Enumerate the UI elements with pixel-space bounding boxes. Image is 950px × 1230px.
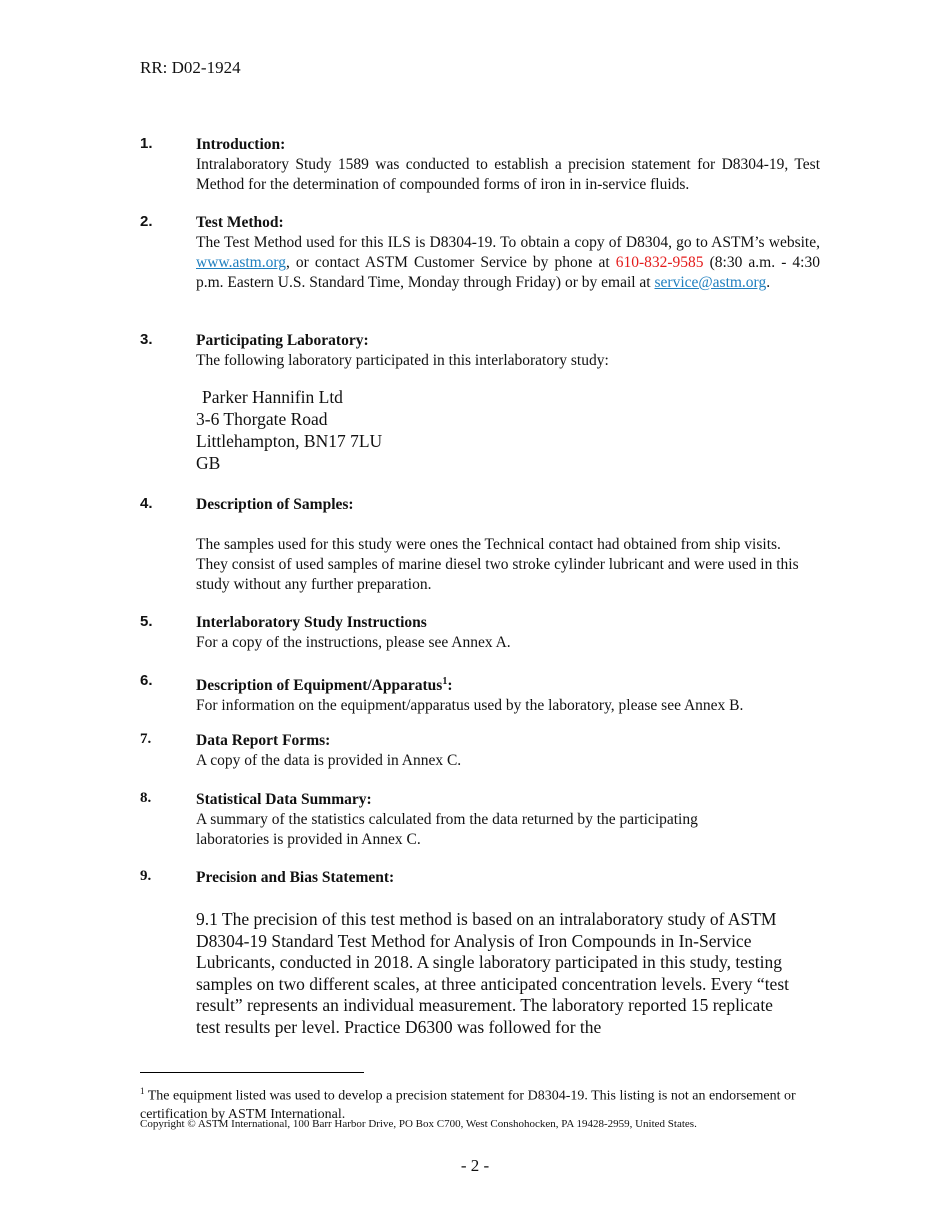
section-number: 3.: [140, 331, 153, 348]
section-precision-bias: [140, 868, 820, 1038]
section-description-of-samples: [140, 495, 820, 595]
footnote-ref: 1: [442, 676, 448, 687]
section-title: Statistical Data Summary:: [196, 791, 372, 808]
footnote-marker: 1: [140, 1086, 145, 1096]
footnote-divider: [140, 1072, 364, 1073]
title-text: Description of Equipment/Apparatus: [196, 677, 443, 695]
copyright-notice: Copyright © ASTM International, 100 Barr Harbor Drive, PO Box C700, West Conshohocken, PA 19428-2959, United States.: [140, 1118, 697, 1130]
section-data-report-forms: [140, 731, 820, 771]
page-number: - 2 -: [460, 1156, 490, 1175]
document-header: RR: D02-1924: [140, 58, 241, 77]
section-title: Interlaboratory Study Instructions: [196, 614, 427, 631]
section-text: [196, 233, 820, 293]
laboratory-address: [196, 386, 820, 474]
address-line: Littlehampton, BN17 7LU: [196, 431, 383, 451]
text-part: (8:30 a.m. - 4:30 p.m. Eastern U.S. Standard Time, Monday through Friday) or by email at: [196, 254, 820, 291]
text-part: , or contact ASTM Customer Service by phone at: [285, 254, 616, 271]
section-introduction: [140, 135, 820, 195]
section-title: [196, 672, 820, 696]
section-equipment-apparatus: [140, 672, 820, 716]
section-statistical-summary: [140, 790, 820, 850]
service-email-link[interactable]: service@astm.org: [654, 274, 767, 291]
text-part: The Test Method used for this ILS is D8304-19. To obtain a copy of D8304, go to ASTM’s website,: [196, 234, 820, 251]
footnote-text: The equipment listed was used to develop a precision statement for D8304-19. This listing is not an endorsement or certification by ASTM International.: [140, 1088, 796, 1122]
section-text: For information on the equipment/apparatus used by the laboratory, please see Annex B.: [196, 697, 744, 715]
section-text: A summary of the statistics calculated from the data returned by the participating laboratories is provided in Annex C.: [196, 811, 698, 848]
section-text: A copy of the data is provided in Annex C.: [196, 752, 462, 769]
section-text: The samples used for this study were ones the Technical contact had obtained from ship visits. They consist of used samples of marine diesel two stroke cylinder lubricant and were used in this study without any further preparation.: [196, 536, 799, 593]
section-number: 8.: [140, 790, 152, 806]
address-line: Parker Hannifin Ltd: [202, 387, 343, 407]
text-part: .: [766, 274, 771, 291]
section-number: 4.: [140, 495, 153, 512]
section-study-instructions: [140, 613, 820, 653]
section-text: 9.1 The precision of this test method is based on an intralaboratory study of ASTM D8304-19 Standard Test Method for Analysis of Iron Compounds in In-Service Lubricants, conducted in 2018. A single laboratory participated in this study, testing samples on two different scales, at three anticipated concentration levels. Every “test result” represents an individual measurement. The laboratory reported 15 replicate test results per level. Practice D6300 was followed for the: [196, 909, 789, 1037]
address-line: GB: [196, 453, 221, 473]
section-title: Data Report Forms:: [196, 732, 331, 749]
section-number: 9.: [140, 868, 152, 884]
astm-website-link[interactable]: www.astm.org: [196, 254, 286, 271]
section-text: The following laboratory participated in this interlaboratory study:: [196, 352, 609, 369]
section-title: Introduction:: [196, 136, 286, 153]
section-number: 2.: [140, 213, 153, 230]
address-line: 3-6 Thorgate Road: [196, 409, 328, 429]
section-title: Precision and Bias Statement:: [196, 869, 395, 886]
section-number: 7.: [140, 731, 152, 747]
section-title: Description of Samples:: [196, 496, 354, 513]
section-participating-laboratory: [140, 331, 820, 474]
title-colon: :: [447, 677, 453, 695]
section-number: 1.: [140, 135, 153, 152]
section-number: 6.: [140, 672, 153, 689]
section-text: For a copy of the instructions, please see Annex A.: [196, 634, 511, 651]
section-title: Test Method:: [196, 214, 284, 231]
section-title: Participating Laboratory:: [196, 332, 369, 349]
section-number: 5.: [140, 613, 153, 630]
phone-number: 610-832-9585: [615, 254, 704, 271]
section-test-method: [140, 213, 820, 293]
section-text: Intralaboratory Study 1589 was conducted to establish a precision statement for D8304-19, Test Method for the determination of compounded forms of iron in in-service fluids.: [196, 156, 820, 193]
